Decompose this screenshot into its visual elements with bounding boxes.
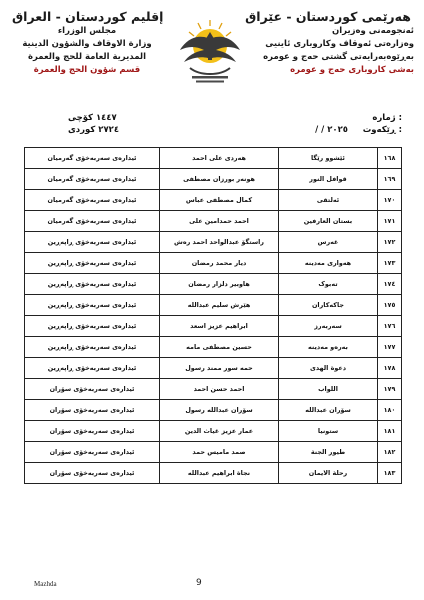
- group-name: ئێشوو رێگا: [279, 148, 378, 169]
- header-council-kurdish: ئەنجومەنی وەزیران: [331, 26, 414, 36]
- header-region-arabic: إقليم كوردستان - العراق: [12, 9, 164, 24]
- page-number: 9: [196, 578, 202, 588]
- table-row: [25, 379, 402, 400]
- table-row: [25, 169, 402, 190]
- table-row: [25, 421, 402, 442]
- row-number: ١٨٢: [378, 442, 402, 463]
- leader-name: سۆران عبدالله رسول: [160, 400, 279, 421]
- date-label: ڕێکەوت :: [362, 125, 402, 135]
- office-name: ئیدارەی سەربەخۆی ڕاپەڕین: [25, 253, 160, 274]
- header-kurdish: [242, 8, 414, 77]
- office-name: ئیدارەی سەربەخۆی گەرمیان: [25, 169, 160, 190]
- row-number: ١٧١: [378, 211, 402, 232]
- number-label: ژمارە :: [372, 113, 402, 123]
- row-number: ١٧٦: [378, 316, 402, 337]
- date-value: / / ٢٠٢٥: [315, 125, 348, 135]
- group-name: هەواری مەدینە: [279, 253, 378, 274]
- header-section-kurdish: بەشی کاروباری حەج و عومرە: [290, 65, 414, 75]
- table-row: [25, 337, 402, 358]
- ministry-emblem-icon: [176, 12, 244, 86]
- group-name: سەربەرز: [279, 316, 378, 337]
- row-number: ١٨٣: [378, 463, 402, 484]
- table-row: [25, 211, 402, 232]
- leader-name: راستگۆ عبدالواحد احمد رەش: [160, 232, 279, 253]
- leader-name: کمال مصطفی عباس: [160, 190, 279, 211]
- office-name: ئیدارەی سەربەخۆی گەرمیان: [25, 190, 160, 211]
- group-name: دعوة الهدى: [279, 358, 378, 379]
- table-row: [25, 463, 402, 484]
- header-ministry-arabic: وزارة الاوقاف والشؤون الدينية: [22, 39, 152, 49]
- table-row: [25, 442, 402, 463]
- office-name: ئیدارەی سەربەخۆی سۆران: [25, 463, 160, 484]
- row-number: ١٧٤: [378, 274, 402, 295]
- office-name: ئیدارەی سەربەخۆی ڕاپەڕین: [25, 358, 160, 379]
- office-name: ئیدارەی سەربەخۆی ڕاپەڕین: [25, 316, 160, 337]
- table-row: [25, 232, 402, 253]
- row-number: ١٧٠: [378, 190, 402, 211]
- group-name: رحلة الايمان: [279, 463, 378, 484]
- office-name: ئیدارەی سەربەخۆی سۆران: [25, 442, 160, 463]
- header-directorate-kurdish: بەڕێوەبەرایەتی گشتی حەج و عومرە: [263, 52, 414, 62]
- row-number: ١٧٣: [378, 253, 402, 274]
- hijri-year: ١٤٤٧ کۆچی: [68, 113, 117, 123]
- row-number: ١٧٢: [378, 232, 402, 253]
- office-name: ئیدارەی سەربەخۆی ڕاپەڕین: [25, 337, 160, 358]
- table-row: [25, 190, 402, 211]
- header-council-arabic: مجلس الوزراء: [57, 26, 117, 36]
- group-name: بەرەو مەدینە: [279, 337, 378, 358]
- group-name: تەبوک: [279, 274, 378, 295]
- row-number: ١٦٨: [378, 148, 402, 169]
- row-number: ١٧٥: [378, 295, 402, 316]
- table-row: [25, 400, 402, 421]
- group-name: جاکەکاران: [279, 295, 378, 316]
- leader-name: صمد مامیس حمد: [160, 442, 279, 463]
- leader-name: نجاة ابراهیم عبدالله: [160, 463, 279, 484]
- table-row: [25, 295, 402, 316]
- group-name: بستان العارفين: [279, 211, 378, 232]
- row-number: ١٧٩: [378, 379, 402, 400]
- office-name: ئیدارەی سەربەخۆی گەرمیان: [25, 211, 160, 232]
- table-row: [25, 148, 402, 169]
- group-name: اللواب: [279, 379, 378, 400]
- office-name: ئیدارەی سەربەخۆی سۆران: [25, 379, 160, 400]
- row-number: ١٦٩: [378, 169, 402, 190]
- leader-name: عمار عزیز غیاث الدین: [160, 421, 279, 442]
- office-name: ئیدارەی سەربەخۆی ڕاپەڕین: [25, 232, 160, 253]
- header-section-arabic: قسم شؤون الحج والعمرة: [33, 65, 141, 75]
- group-name: طيور الجنة: [279, 442, 378, 463]
- row-number: ١٧٧: [378, 337, 402, 358]
- leader-name: هاوبیر دلزار رمضان: [160, 274, 279, 295]
- office-name: ئیدارەی سەربەخۆی ڕاپەڕین: [25, 274, 160, 295]
- kurdish-year: ٢٧٢٤ کوردی: [68, 125, 120, 135]
- row-number: ١٧٨: [378, 358, 402, 379]
- leader-name: احمد حمدامين علی: [160, 211, 279, 232]
- header-region-kurdish: هەرێمی کوردستان - عێراق: [245, 9, 411, 24]
- leader-name: هێرش سلیم عبدالله: [160, 295, 279, 316]
- office-name: ئیدارەی سەربەخۆی سۆران: [25, 421, 160, 442]
- header-ministry-kurdish: وەزارەتی ئەوقاف وکاروباری ئاینیی: [265, 39, 414, 49]
- assignment-table: [24, 147, 402, 484]
- table-row: [25, 316, 402, 337]
- leader-name: حمە سور ممند رسول: [160, 358, 279, 379]
- row-number: ١٨١: [378, 421, 402, 442]
- leader-name: هونەر بورزان مصطفی: [160, 169, 279, 190]
- header-directorate-arabic: المديرية العامة للحج والعمرة: [27, 52, 147, 62]
- group-name: سۆران عبدالله: [279, 400, 378, 421]
- office-name: ئیدارەی سەربەخۆی ڕاپەڕین: [25, 295, 160, 316]
- group-name: ستونیا: [279, 421, 378, 442]
- table-row: [25, 358, 402, 379]
- leader-name: هەردی علی احمد: [160, 148, 279, 169]
- leader-name: احمد حسن احمد: [160, 379, 279, 400]
- group-name: قوافل النور: [279, 169, 378, 190]
- office-name: ئیدارەی سەربەخۆی سۆران: [25, 400, 160, 421]
- office-name: ئیدارەی سەربەخۆی گەرمیان: [25, 148, 160, 169]
- table-row: [25, 274, 402, 295]
- group-name: غەرس: [279, 232, 378, 253]
- leader-name: حسين مصطفى مامە: [160, 337, 279, 358]
- row-number: ١٨٠: [378, 400, 402, 421]
- group-name: ئەلتقی: [279, 190, 378, 211]
- table-body: [25, 148, 402, 484]
- footer-text: Mazhda: [34, 580, 57, 588]
- leader-name: دیار محمد رمضان: [160, 253, 279, 274]
- header-arabic: [12, 8, 162, 77]
- table-row: [25, 253, 402, 274]
- leader-name: ابراهیم عزیز اسعد: [160, 316, 279, 337]
